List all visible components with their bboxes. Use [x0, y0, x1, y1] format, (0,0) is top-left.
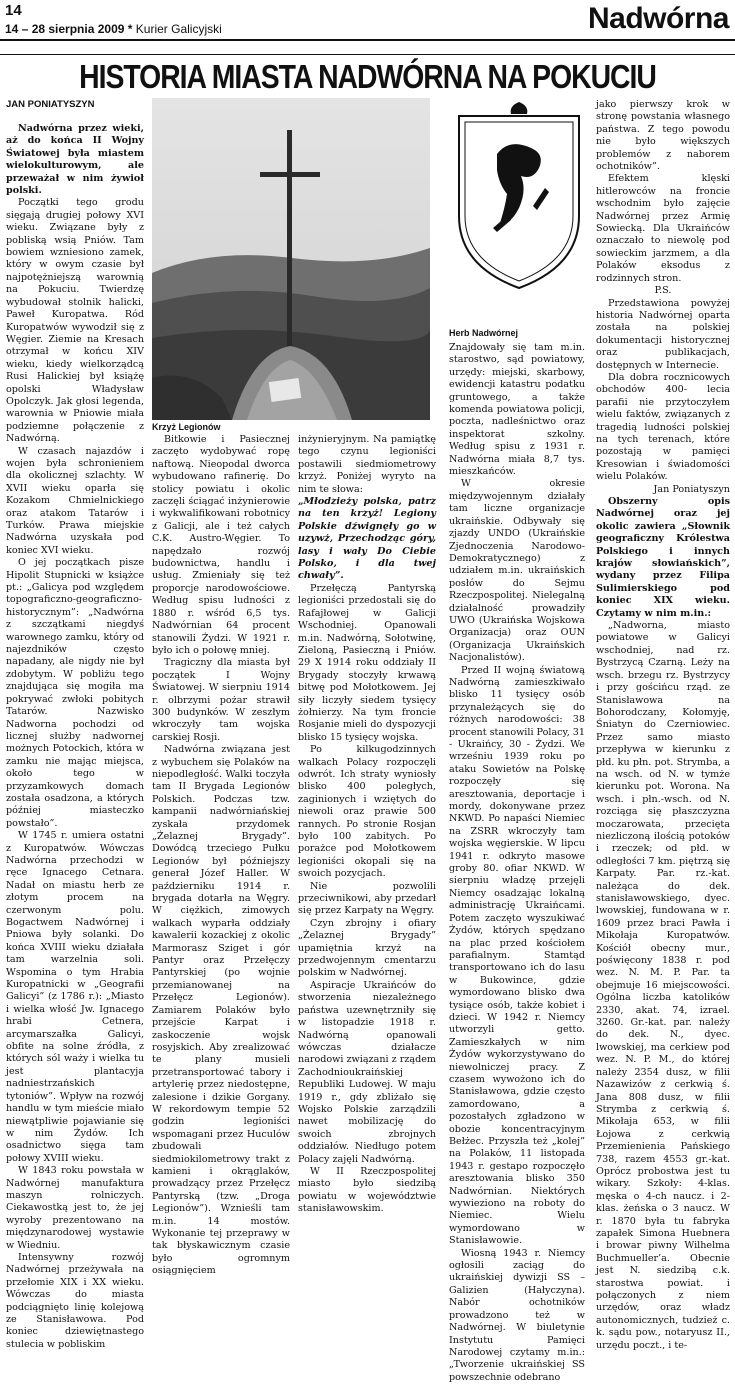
paragraph: W okresie międzywojennym działały tam liczne organizacje ukraińskie. Odbywały się zjazdy UNDO (Ukraińskie Zjednoczenia Narodowo-Demokratycznego) z udziałem m.in. ukraińskich posłów do Sejmu Rzeczpospolitej. Nielegalną działalność prowadziły UWO (Ukraińska Wojskowa Organizacja) oraz OUN (Organizacja Ukraińskich Nacjonalistów).: [449, 478, 585, 664]
paragraph: W 1843 roku powstała w Nadwórnej manufaktura maszyn rolniczych. Ciekawostką jest to, że jej wyroby prezentowano na międzynarodowej wystawie w Wiedniu.: [6, 1165, 144, 1251]
cross-photo-illustration: [152, 98, 430, 420]
shield-icon: [449, 98, 589, 326]
paragraph: W II Rzeczpospolitej miasto było siedzibą powiatu w województwie stanisławowskim.: [298, 1165, 436, 1215]
paragraph: Nie pozwolili przeciwnikowi, aby przedarł się przez Karpaty na Węgry.: [298, 880, 436, 917]
text-column-3: [298, 434, 437, 1215]
section-title: Nadwórna: [587, 2, 729, 35]
text-column-4: [449, 342, 586, 1383]
paragraph: Jan Poniatyszyn: [653, 483, 730, 495]
header-rule: [0, 39, 735, 41]
paragraph: Bitkowie i Pasiecznej zaczęto wydobywać ropę naftową. Nieopodal dworca wybudowano rafinerię. Do stolicy powiatu i okolic zaczęli ściągać inżynierowie i wykwalifikowani robotnicy z Galicji, ale i też całych C.K. Austro-Węgier. To napędzało rozwój budownictwa, handlu i usług. Zmieniały się też proporcje narodowościowe. Według spisu ludności z 1880 r. wśród 6,5 tys. Nadwórnian 64 procent stanowili Żydzi. W 1921 r. było ich o połowę mniej.: [152, 434, 290, 656]
paragraph: Tragiczny dla miasta był początek I Wojny Światowej. W sierpniu 1914 r. olbrzymi pożar strawił 300 budynków. W zeszłym wkroczyły tam wojska carskiej Rosji.: [152, 657, 290, 743]
paragraph: inżynieryjnym. Na pamiątkę tego czynu legioniści postawili siedmiometrowy krzyż. Poniżej wyryto na nim te słowa:: [298, 434, 436, 495]
paragraph: Początki tego grodu sięgają drugiej połowy XVI wieku. Związane były z pobliską wsią Pniów. Tam bowiem wzniesiono zamek, który w owym czasie był najpotężniejszą warownią na Pokuciu. Twierdzę wybudował stolnik halicki, Paweł Kuropatwa. Ród Kuropatwów wywodził się z Węgier. Ziemie na Kresach otrzymał w końcu XIV wieku, kiedy wielkorządcą Rusi Halickiej był książę opolski Władysław Opolczyk. Jak głosi legenda, warownia w Pniowie miała podziemne połączenie z Nadwórną.: [6, 197, 144, 445]
paragraph: Nadwórna związana jest z wybuchem się Polaków na niepodległość. Walki toczyła tam II Brygada Legionów Polskich. Podczas tzw. kampanii nadwórniańskiej zyskała przydomek „Żelaznej Brygady”. Dowódcą trzeciego Pułku Legionów był późniejszy generał Józef Haller. W październiku 1914 r. brygada dotarła na Węgry. W ciężkich, zimowych walkach wyparła oddziały kawalerii kozackiej z okolic Marmorasz Sziget i gór Pantyr oraz Przełęczy Pantyrskiej (po wojnie przemianowanej na Przełęcz Legionów). Zamiarem Polaków było przejście Karpat i zaskoczenie wojsk rosyjskich. Aby zrealizować te plany musieli przetransportować tabory i artylerię przez niedostępne, zalesione i dzikie Gorgany. W rekordowym tempie 52 godzin legioniści wspomagani przez Huculów zbudowali siedmiokilometrowy trakt z kamieni i okrąglaków, prowadzący przez Przełęcz Pantyrską (tzw. „Droga Legionów”). Wznieśli tam m.in. 14 mostów. Wykonanie tej przeprawy w tak błyskawicznym czasie było ogromnym osiągnięciem: [152, 744, 290, 1277]
paragraph: Wiosną 1943 r. Niemcy ogłosili zaciąg do ukraińskiej dywizji SS – Galizien (Hałyczyna). Nabór ochotników prowadzono też w Nadwórnej. W biuletynie Instytutu Pamięci Narodowej czytamy m.in.: „Tworzenie ukraińskiej SS powszechnie odebrano: [449, 1247, 585, 1383]
text-column-5: [596, 99, 730, 1351]
paragraph: P.S.: [654, 285, 672, 297]
coat-of-arms: [449, 98, 589, 326]
paragraph: Po kilkugodzinnych walkach Polacy rozpoczęli odwrót. Ich straty wyniosły blisko 400 poległych, zaginionych i wziętych do niewoli oraz prawie 500 rannych. Po stronie Rosjan było 100 zabitych. Po porażce pod Mołotkowem legioniści okopali się na swoich pozycjach.: [298, 744, 436, 880]
paragraph: jako pierwszy krok w stronę powstania własnego państwa. Z tego powodu nie było większych problemów z naborem ochotników”.: [596, 99, 730, 173]
paragraph: Intensywny rozwój Nadwórnej przeżywała na przełomie XIX i XX wieku. Wówczas do miasta podciągnięto linię kolejową ze Stanisławowa. Pod koniec dziewiętnastego stulecia w pobliskim: [6, 1251, 144, 1350]
dateline: [5, 22, 222, 36]
text-column-1: [6, 123, 144, 1350]
paragraph: W 1745 r. umiera ostatni z Kuropatwów. Wówczas Nadwórna przechodzi w ręce Ignacego Cetnara. Nadał on miastu herb ze złotym procem na czerwonym polu. Bogactwem Nadwórnej i Pniowa były solanki. Do końca XVIII wieku działała tam warzelnia soli. Wspomina o tym Hrabia Kuropatnicki w „Geografii Galicyi” (z 1786 r.): „Miasto i wielka włość Jw. Ignacego hrabi Cetnera, arcymarszałka Galicyi, obfite na solne źródła, z których sól waży i wielka tu jest plantacyja nadniestrzańskich tytoniów”. Wpływ na rozwój handlu w tym mieście miało niewątpliwie pojawianie się w nim Żydów. Ich osadnictwo sięga tam połowy XVIII wieku.: [6, 830, 144, 1164]
paragraph: Dla dobra rocznicowych obchodów 400- lecia parafii nie przytoczyłem wielu faktów, związanych z tragedią ludności polskiej na tych terenach, które pozostają w pamięci Kresowian i świadomości wielu Polaków.: [596, 371, 730, 483]
paragraph: Aspiracje Ukraińców do stworzenia niezależnego państwa uzewnętrzniły się w listopadzie 1918 r. Nadwórną opanowali wówczas działacze narodowi związani z rządem Zachodnioukraińskiej Republiki Ludowej. W maju 1919 r., gdy zbliżało się Wojsko Polskie zarządzili nawet mobilizację do swoich zbrojnych oddziałów. Niedługo potem Polacy zajęli Nadwórną.: [298, 979, 437, 1165]
paragraph: Znajdowały się tam m.in. starostwo, sąd powiatowy, urzędy: miejski, skarbowy, ewidencji katastru podatku gruntowego, a także komenda powiatowa policji, poczta, nadleśnictwo oraz inspektorat szkolny. Według spisu z 1931 r. Nadwórna miała 8,7 tys. mieszkańców.: [449, 342, 585, 478]
issue-date: 14 – 28 sierpnia 2009: [5, 22, 125, 36]
paragraph: O jej początkach pisze Hipolit Stupnicki w książce pt.: „Galicya pod względem topograficzno-geograficzno-historycznym”: „Nadwórna z szczątkami niegdyś warownego zamku, który od najezdników często napadany, ale nigdy nie był zdobytym. W pobliżu tego znajdująca się mogiła ma pokrywać zwłoki pobitych Tatarów. Nazwisko Nadworna pochodzi od licznej służby nadwornej możnych Potockich, która w zamku nie mając miejsca, około tego w przyzamkowych domach została osadzona, a których później miasteczko powstało”.: [6, 557, 144, 829]
paragraph: Przełęczą Pantyrską legioniści przedostali się do Rafajłowej w Galicji Wschodniej. Opanowali m.in. Nadwórną, Sołotwinę, Zieloną, Pasieczną i Pniów. 29 X 1914 roku oddziały II Brygady stoczyły krwawą bitwę pod Mołotkowem. Jej siły liczyły siedem tysięcy żołnierzy. Na tym froncie Rosjanie mieli do dyspozycji blisko 15 tysięcy wojska.: [298, 582, 436, 743]
paragraph: W czasach najazdów i wojen była schronieniem dla okolicznej szlachty. W XVII wieku oparła się Kozakom Chmielnickiego oraz atakom Tatarów i Turków. Prawa miejskie Nadwórna uzyskała pod koniec XVI wieku.: [6, 445, 144, 556]
paragraph: Nadwórna przez wieki, aż do końca II Wojny Światowej była miastem wielokulturowym, ale przeważał w nim żywioł polski.: [6, 123, 144, 197]
photo-caption: Krzyż Legionów: [152, 422, 221, 432]
page-number: 14: [5, 2, 22, 19]
paragraph: Przed II wojną światową Nadwórną zamieszkiwało blisko 11 tysięcy osób przynależących się do różnych narodowości: 38 procent stanowili Polacy, 31 - Ukraińcy, 30 - Żydzi. We wrześniu 1939 roku po ataku Sowietów na Polskę rozpoczęły się aresztowania, deportacje i mordy, dokonywane przez NKWD. Po napaści Niemiec na ZSRR wkroczyły tam wojska węgierskie. W lipcu 1941 r. odkryto masowe groby 80. ofiar NKWD. W sierpniu władzę przejęli Niemcy osadzając lokalną administrację Ukraińcami. Potem zaczęto wyszukiwać Żydów, których spędzano na plac przed kościołem parafialnym. Stamtąd transportowano ich do lasu w Bukowince, gdzie wymordowano blisko dwa tysiące osób, także kobiet i dzieci. W 1942 r. Niemcy utworzyli getto. Zamieszkałych w nim Żydów wykorzystywano do niewolniczej pracy. Z czasem wywożono ich do Stanisławowa, gdzie często zamordowano, a pozostałych zgładzono w obozie koncentracyjnym Bełżec. Przyszła też „kolej” na Polaków, 11 listopada 1943 r. gestapo rozpoczęło aresztowania blisko 350 Nadwórnian. Niektórych wywieziono na roboty do Niemiec. Wielu wymordowano w Stanisławowie.: [449, 664, 586, 1247]
photo-legion-cross: [152, 98, 430, 420]
paragraph: „Nadworna, miasto powiatowe w Galicyi wschodniej, nad rz. Bystrzycą Czarną. Leży na wsch. brzegu rz. Bystrzycy i przy gościńcu rząd. ze Stanisławowa na Bohorodczany, Kołomyję, Śniatyn do Czerniowiec. Przez samo miasto przepływa w kierunku z płd. ku płn. pot. Strymba, a na wsch. od N. w tymże kierunku pot. Worona. Na wsch. i płn.-wsch. od N. rozciąga się płaszczyzna moczarowata, przecięta niezliczoną ilością potoków i rzeczek; od płd. w odległości 7 km. piętrzą się Karpaty. Par. rz.-kat. należąca do dek. stanisławowskiego, dyec. lwowskiej, fundowana w r. 1609 przez braci Pawła i Mikołaja Kuropatwów. Kościół obecny mur., poświęcony 1838 r. pod wez. N. M. P. Par. ta obejmuje 16 miejscowości. Ogólna liczba katolików 2330, akat. 74, izrael. 3260. Gr.-kat. par. należy do dek. N., dyec. lwowskiej, ma cerkiew pod wez. N. P. M., do której należy 2354 dusz, w filii Nazawizów z cerkwią ś. Jana 808 dusz, w filii Strymba z cerkwią ś. Mikołaja 653, w filii Łojowa z cerkwią Przemienienia Pańskiego 738, razem 4553 gr.-kat. Oprócz probostwa jest tu wikary. Szkoły: 4-klas. męska o 4-ch naucz. i 2-klas. żeńska o 3 naucz. W r. 1870 była tu fabryka zapałek Simona Huebnera i browar piwny Wilhelma Buchmueller’a. Obecnie jest N. siedzibą c.k. starostwa powiat. i połączonych z niem urzędów, oraz władz autonomicznych, tudzież c. k. sądu pow., notaryusz II., urzędu poczt., i te-: [596, 620, 730, 1351]
separator: *: [127, 22, 133, 36]
article-title: HISTORIA MIASTA NADWÓRNA NA POKUCIU: [79, 58, 656, 95]
paragraph: Przedstawiona powyżej historia Nadwórnej oparta została na polskiej dokumentacji historycznej oraz publikacjach, dostępnych w Internecie.: [596, 297, 730, 371]
paper-name: Kurier Galicyjski: [135, 22, 222, 36]
paragraph: Efektem klęski hitlerowców na froncie wschodnim było zajęcie Nadwórnej przez Armię Sowiecką. Dla Ukraińców oznaczało to niewolę pod sowieckim jarzmem, a dla Polaków eksodus z rodzinnych stron.: [596, 173, 730, 284]
paragraph: „Młodzieży polska, patrz na ten krzyż! Legiony Polskie dźwignęły go w uzywż, Przechodząc góry, lasy i wały Do Ciebie Polsko, i dla twej chwały”.: [298, 496, 436, 582]
paragraph: Obszerny opis Nadwórnej oraz jej okolic zawiera „Słownik geograficzny Królestwa Polskiego i innych krajów słowiańskich”, wydany przez Filipa Sulimierskiego pod koniec XIX wieku. Czytamy w nim m.in.:: [596, 496, 730, 619]
paragraph: Czyn zbrojny i ofiary „Żelaznej Brygady” upamiętnia krzyż na przedwojennym cmentarzu polskim w Nadwórnej.: [298, 917, 436, 979]
crest-caption: Herb Nadwórnej: [449, 328, 519, 338]
text-column-2: [152, 434, 290, 1277]
article-author: JAN PONIATYSZYN: [6, 99, 95, 110]
title-rule: [0, 54, 735, 55]
